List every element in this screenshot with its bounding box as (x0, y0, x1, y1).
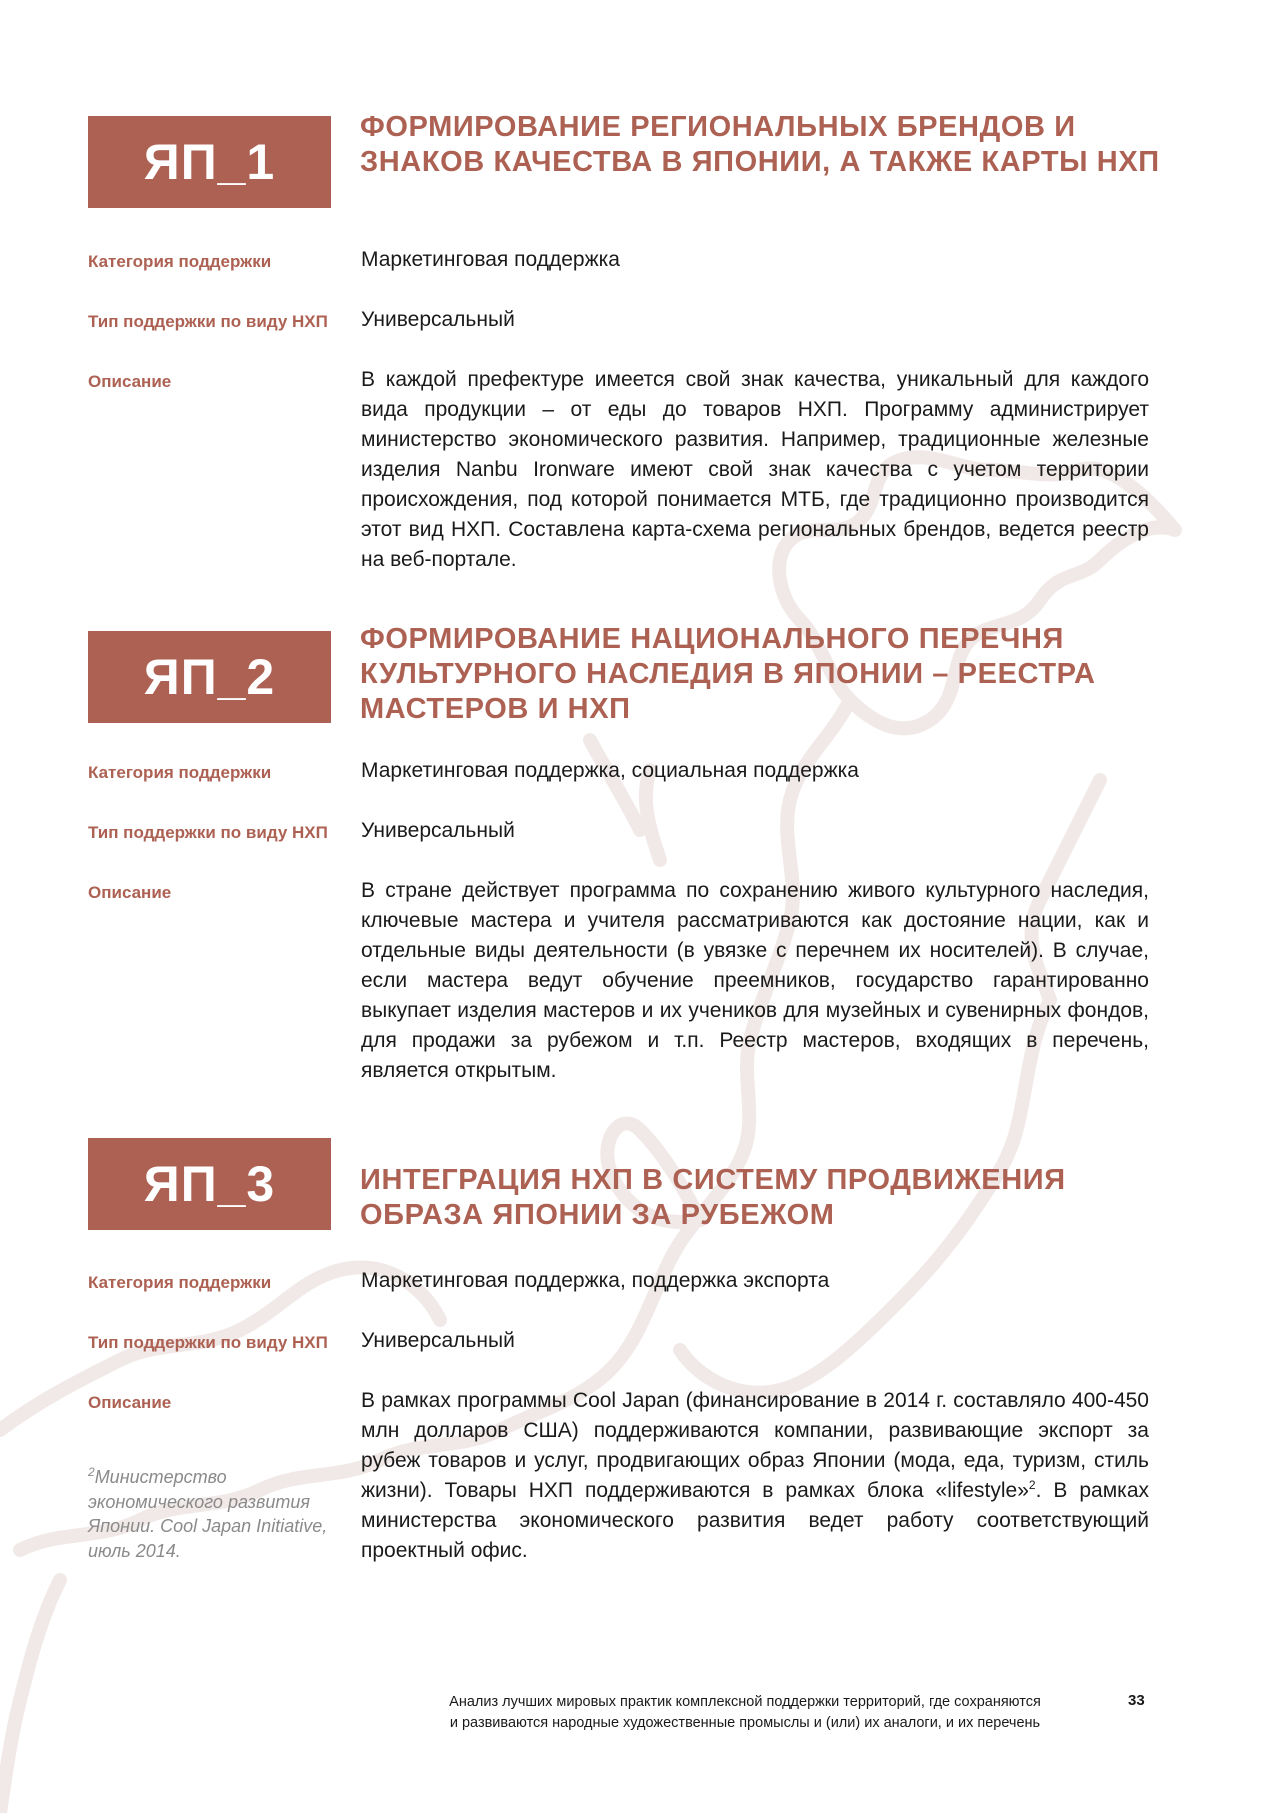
footer-line-2: и развиваются народные художественные промыслы и (или) их аналоги, и их перечень (449, 1715, 1041, 1731)
footnote-text: Министерство экономического развития Японии. Cool Japan Initiative, июль 2014. (88, 1467, 328, 1561)
section-code: ЯП_1 (143, 134, 276, 190)
section-code-badge (88, 116, 331, 208)
type-label: Тип поддержки по виду НХП (88, 312, 328, 331)
type-value: Универсальный (361, 819, 515, 842)
description-label: Описание (88, 1393, 172, 1412)
category-value: Маркетинговая поддержка, социальная поддержка (361, 759, 859, 782)
description-part-2: . В рамках министерства экономического развития ведет работу соответствующий проектный офис. (361, 1479, 1149, 1562)
description-part-1: В рамках программы Cool Japan (финансирование в 2014 г. составляло 400-450 млн долларов США) поддерживаются компании, развивающие экспорт за рубеж товаров и услуг, продвигающих образ Японии (мода, еда, туризм, стиль жизни). Товары НХП поддерживаются в рамках блока «lifestyle» (361, 1389, 1149, 1502)
section-code-badge (88, 1138, 331, 1230)
description-text (361, 1386, 1149, 1566)
section-code: ЯП_3 (143, 1156, 276, 1212)
description-text: В каждой префектуре имеется свой знак качества, уникальный для каждого вида продукции – от еды до товаров НХП. Программу администрирует министерство экономического развития. Например, традиционные железные изделия Nanbu Ironware имеют свой знак качества с учетом территории происхождения, под которой понимается МТБ, где традиционно производится этот вид НХП. Составлена карта-схема региональных брендов, ведется реестр на веб-портале. (361, 368, 1149, 571)
footer-line-1: Анализ лучших мировых практик комплексной поддержки территорий, где сохраняются (449, 1694, 1041, 1710)
description-label: Описание (88, 883, 172, 902)
footnote-number: 2 (88, 1465, 95, 1479)
section-title: ИНТЕГРАЦИЯ НХП В СИСТЕМУ ПРОДВИЖЕНИЯ ОБРАЗА ЯПОНИИ ЗА РУБЕЖОМ (360, 1164, 1066, 1231)
type-label: Тип поддержки по виду НХП (88, 823, 328, 842)
page-footer (400, 1692, 1090, 1734)
category-label: Категория поддержки (88, 763, 272, 782)
type-label: Тип поддержки по виду НХП (88, 1333, 328, 1352)
description-text: В стране действует программа по сохранению живого культурного наследия, ключевые мастера и учителя рассматриваются как достояние нации, как и отдельные виды деятельности (в увязке с перечнем их носителей). В случае, если мастера ведут обучение преемников, государство гарантированно выкупает изделия мастеров и их учеников для музейных и сувенирных фондов, для продажи за рубежом и т.п. Реестр мастеров, входящих в перечень, является открытым. (361, 879, 1149, 1082)
section-code-badge (88, 631, 331, 723)
footnote-reference: 2 (1028, 1478, 1036, 1492)
section-title: ФОРМИРОВАНИЕ НАЦИОНАЛЬНОГО ПЕРЕЧНЯ КУЛЬТУРНОГО НАСЛЕДИЯ В ЯПОНИИ – РЕЕСТРА МАСТЕРОВ И НХП (360, 623, 1096, 725)
page-number: 33 (1128, 1692, 1145, 1709)
section-code: ЯП_2 (143, 649, 276, 705)
category-value: Маркетинговая поддержка (361, 248, 620, 271)
type-value: Универсальный (361, 1329, 515, 1352)
section-title: ФОРМИРОВАНИЕ РЕГИОНАЛЬНЫХ БРЕНДОВ И ЗНАКОВ КАЧЕСТВА В ЯПОНИИ, А ТАКЖЕ КАРТЫ НХП (360, 111, 1160, 178)
category-value: Маркетинговая поддержка, поддержка экспорта (361, 1269, 830, 1292)
description-label: Описание (88, 372, 172, 391)
type-value: Универсальный (361, 308, 515, 331)
footnote (88, 1465, 328, 1563)
category-label: Категория поддержки (88, 1273, 272, 1292)
category-label: Категория поддержки (88, 252, 272, 271)
